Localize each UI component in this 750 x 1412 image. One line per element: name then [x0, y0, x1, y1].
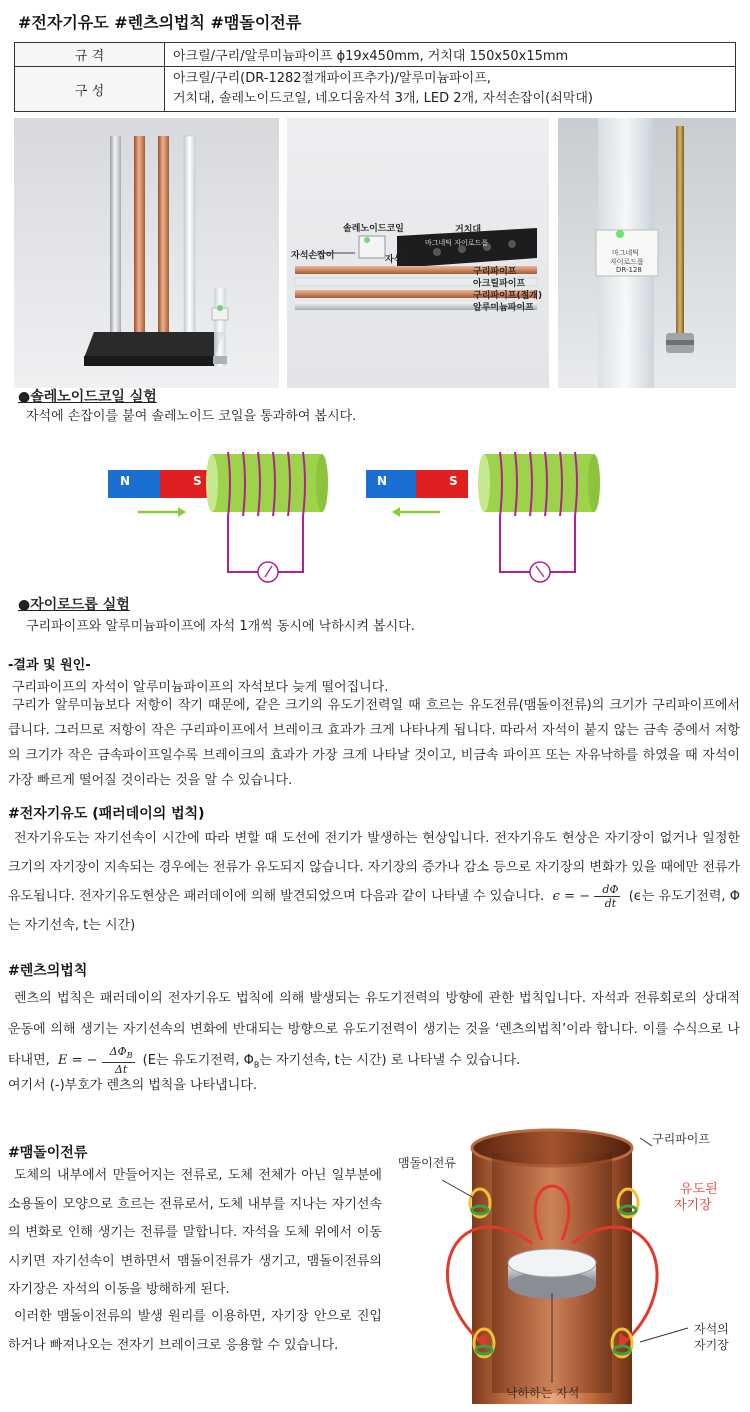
label-stand: 거치대	[455, 225, 482, 235]
solenoid-text: 자석에 손잡이를 붙여 솔레노이드 코일을 통과하여 봅시다.	[26, 409, 357, 424]
diagram-label-eddy-current: 맴돌이전류	[398, 1156, 456, 1170]
lenz-last: 여기서 (-)부호가 렌츠의 법칙을 나타냅니다.	[8, 1078, 257, 1093]
coil-label-2: 자이로드롭	[610, 258, 644, 266]
lenz-note	[143, 1053, 521, 1068]
table-row	[15, 43, 736, 67]
magnet-n-label-2: N	[377, 474, 388, 488]
solenoid-diagram-left	[100, 440, 360, 590]
label-pipe-aluminum: 알루미늄파이프	[473, 303, 534, 313]
page-title: #전자기유도 #렌츠의법칙 #맴돌이전류	[18, 13, 302, 32]
spec-value: 아크릴/구리/알루미늄파이프 ϕ19x450mm, 거치대 150x50x15mm	[165, 43, 736, 67]
faraday-formula	[552, 883, 625, 910]
result-heading: -결과 및 원인-	[8, 658, 91, 673]
solenoid-heading: ●솔레노이드코일 실험	[18, 389, 157, 405]
formula-lhs: ϵ = −	[552, 889, 591, 904]
photo-coil-illustration	[558, 118, 736, 388]
lenz-heading: #렌츠의법칙	[8, 963, 88, 979]
label-pipe-acrylic: 아크릴파이프	[473, 279, 526, 289]
lenz-numerator-text: ΔΦ	[109, 1045, 127, 1058]
table-row	[15, 67, 736, 112]
eddy-p2: 이러한 맴돌이전류의 발생 원리를 이용하면, 자기장 안으로 진입하거나 빠져나오는 전자기 브레이크로 응용할 수 있습니다.	[8, 1309, 382, 1353]
photo-pipes-illustration	[14, 118, 279, 388]
formula-numerator: dΦ	[594, 883, 620, 897]
magnet-n	[108, 470, 160, 498]
lenz-body	[8, 983, 740, 1081]
lenz-note-text: (E는 유도기전력, Φ	[142, 1053, 254, 1069]
spec-value	[165, 67, 736, 112]
eddy-p1: 도체의 내부에서 만들어지는 전류로, 도체 전체가 아닌 일부분에 소용돌이 모양으로 흐르는 전류로서, 도체 내부를 지나는 자기선속의 변화로 인해 생기는 전류를 말합니다. 자석을 도체 위에서 이동시키면 자기선속이 변하면서 맴돌이전류가 생기고, 맴돌이전류의 자기장은 자석의 이동을 방해하게 된다.	[8, 1168, 382, 1297]
diagram-label-copper-pipe: 구리파이프	[652, 1132, 710, 1146]
coil-label-3: DR-128	[616, 266, 642, 274]
spec-key: 규 격	[15, 43, 165, 67]
induction-text: 전자기유도는 자기선속이 시간에 따라 변할 때 도선에 전기가 발생하는 현상입니다. 전자기유도 현상은 자기장이 없거나 일정한 크기의 자기장이 지속되는 경우에는 전류가 유도되지 않습니다. 자기장의 증가나 감소 등으로 자기장의 변화가 있을 때에만 전류가 유도됩니다. 전자기유도현상은 패러데이에 의해 발견되었으며 다음과 같이 나타낼 수 있습니다.	[8, 831, 740, 904]
formula-note: (ϵ는 유도기전력, Φ는 자기선속, t는 시간)	[8, 889, 741, 933]
diagram-label-induced-field-2: 자기장	[674, 1198, 712, 1213]
diagram-label-magnet-field-1: 자석의	[694, 1322, 729, 1336]
label-pipe-copper: 구리파이프	[473, 267, 517, 277]
magnet-s	[160, 470, 210, 498]
label-coil: 솔레노이드코일	[343, 224, 404, 234]
spec-value-line2: 거치대, 솔레노이드코일, 네오디움자석 3개, LED 2개, 자석손잡이(쇠막대)	[173, 91, 593, 106]
result-p1: 구리파이프의 자석이 알루미늄파이프의 자석보다 늦게 떨어집니다.	[12, 680, 389, 695]
diagram-label-induced-field-1: 유도된	[680, 1182, 718, 1197]
spec-key: 구 성	[15, 67, 165, 112]
label-magnet: 자석	[385, 255, 403, 265]
lenz-note-end: 는 자기선속, t는 시간) 로 나타낼 수 있습니다.	[259, 1053, 521, 1069]
magnet-n-label: N	[120, 474, 131, 488]
spec-table	[14, 42, 736, 112]
coil-label-1: 마그네틱	[612, 249, 640, 257]
gyro-heading: ●자이로드롭 실험	[18, 597, 130, 613]
formula-fraction	[594, 883, 620, 910]
photo-coil	[558, 118, 736, 388]
induction-heading: #전자기유도 (패러데이의 법칙)	[8, 806, 205, 822]
photo-pipes	[14, 118, 279, 388]
lenz-formula-lhs: E = −	[57, 1053, 98, 1069]
lenz-formula-numerator	[102, 1045, 135, 1063]
magnet-s-label: S	[193, 474, 202, 488]
eddy-heading: #맴돌이전류	[8, 1145, 88, 1161]
label-handle: 자석손잡이	[291, 251, 335, 261]
lenz-formula-denominator: Δt	[114, 1063, 128, 1077]
gyro-text: 구리파이프와 알루미늄파이프에 자석 1개씩 동시에 낙하시켜 봅시다.	[26, 619, 415, 634]
label-stand-text: 마그네틱 자이로드롭	[425, 239, 489, 247]
magnet-s-label-2: S	[449, 474, 458, 488]
induction-body	[8, 824, 740, 940]
diagram-label-falling-magnet: 낙하하는 자석	[506, 1386, 580, 1400]
result-p2: 구리가 알루미늄보다 저항이 작기 때문에, 같은 크기의 유도기전력일 때 흐르는 유도전류(맴돌이전류)의 크기가 구리파이프에서 큽니다. 그러므로 저항이 작은 구리파이프에서 브레이크 효과가 크게 나타나게 됩니다. 따라서 자석이 붙지 않는 금속 중에서 저항의 크기가 작은 금속파이프일수록 브레이크의 효과가 가장 크게 나타날 것이고, 비금속 파이프 또는 자유낙하를 하였을 때 자석이 가장 빠르게 떨어질 것이라는 것을 알 수 있습니다.	[8, 698, 740, 788]
lenz-note-sub: B	[253, 1060, 260, 1070]
formula-denominator: dt	[604, 897, 617, 910]
label-pipe-copper-cut: 구리파이프(절개)	[473, 291, 543, 301]
photo-kit	[287, 118, 549, 388]
lenz-text: 렌츠의 법칙은 패러데이의 전자기유도 법칙에 의해 발생되는 유도기전력의 방향에 관한 법칙입니다. 자석과 전류회로의 상대적 운동에 의해 생기는 자기선속의 변화에 반대되는 방향으로 유도기전력이 생기는 것을 ‘렌츠의법칙’이라 합니다. 이를 수식으로 나타내면,	[8, 991, 740, 1069]
diagram-label-magnet-field-2: 자기장	[694, 1338, 729, 1352]
spec-value-line1: 아크릴/구리(DR-1282절개파이프추가)/알루미늄파이프,	[173, 71, 491, 86]
solenoid-diagram-right	[366, 440, 626, 590]
lenz-numerator-sub: B	[126, 1051, 133, 1061]
